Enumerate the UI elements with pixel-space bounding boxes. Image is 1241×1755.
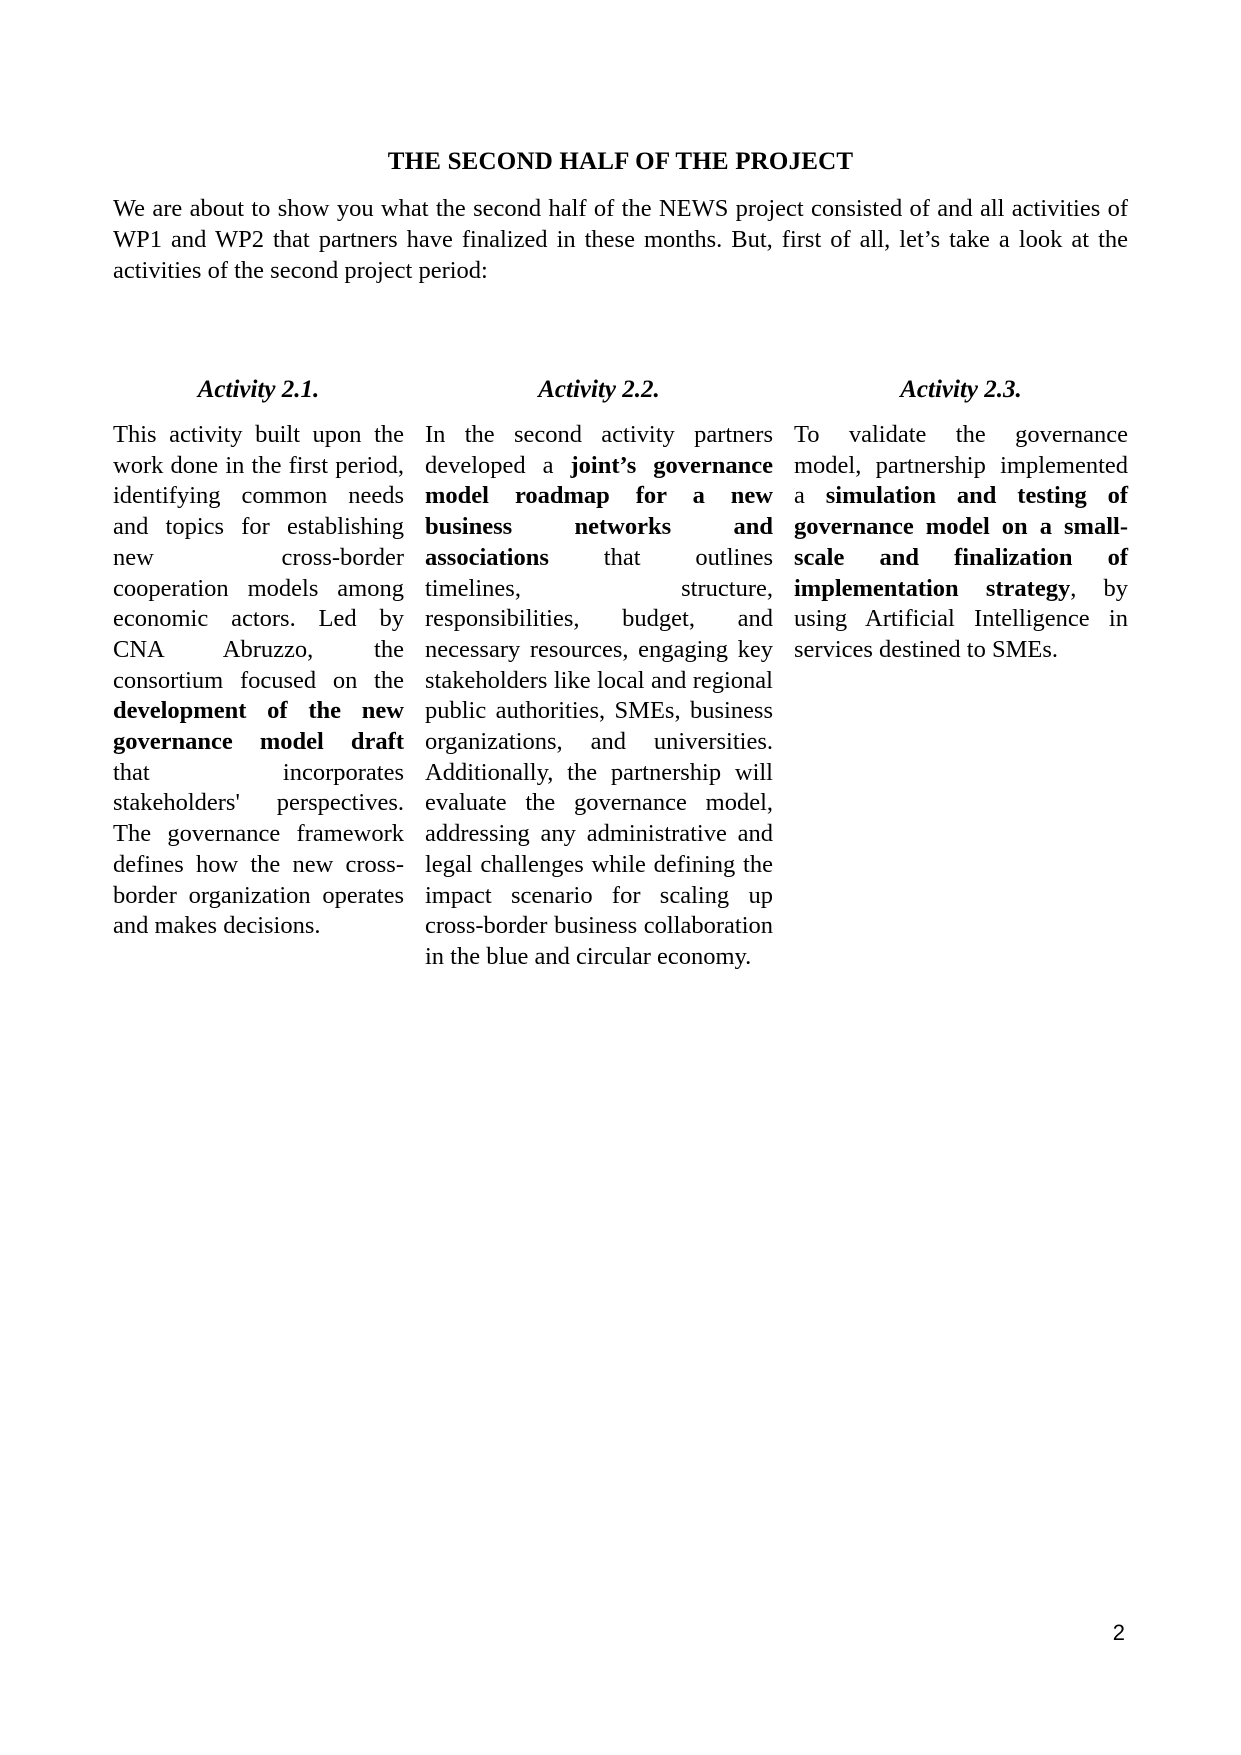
page-number: 2 [1112, 1620, 1125, 1645]
activity-2-3-column [794, 374, 1128, 973]
activity-2-1-heading: Activity 2.1. [197, 376, 320, 403]
intro-paragraph: We are about to show you what the second half of the NEWS project consisted of and all activities of WP1 and WP2 that partners have finalized in these months. But, first of all, let’s take a look at the activities of the second project period: [113, 195, 1128, 284]
activity-2-1-body: This activity built upon the work done in the first period, identifying common needs and topics for establishing new cross-border cooperation models among economic actors. Led by CNA Abruzzo, the consortium focused on the development of the new governance model draft that incorporates stakeholders' perspectives. The governance framework defines how the new cross-border organization operates and makes decisions. [113, 421, 404, 940]
activity-2-3-body: To validate the governance model, partnership implemented a simulation and testing of governance model on a small-scale and finalization of implementation strategy, by using Artificial Intelligence in services destined to SMEs. [794, 421, 1129, 663]
page-title: THE SECOND HALF OF THE PROJECT [387, 148, 854, 175]
activities-columns [113, 374, 1128, 973]
activity-2-2-body: In the second activity partners developed a joint’s governance model roadmap for a new business networks and associations that outlines timelines, structure, responsibilities, budget, and necessary resources, engaging key stakeholders like local and regional public authorities, SMEs, business organizations, and universities. Additionally, the partnership will evaluate the governance model, addressing any administrative and legal challenges while defining the impact scenario for scaling up cross-border business collaboration in the blue and circular economy. [425, 421, 773, 970]
activity-2-2-column [425, 374, 773, 973]
activity-2-3-heading: Activity 2.3. [900, 376, 1022, 403]
activity-2-2-heading: Activity 2.2. [538, 376, 660, 403]
activity-2-1-column [113, 374, 404, 973]
